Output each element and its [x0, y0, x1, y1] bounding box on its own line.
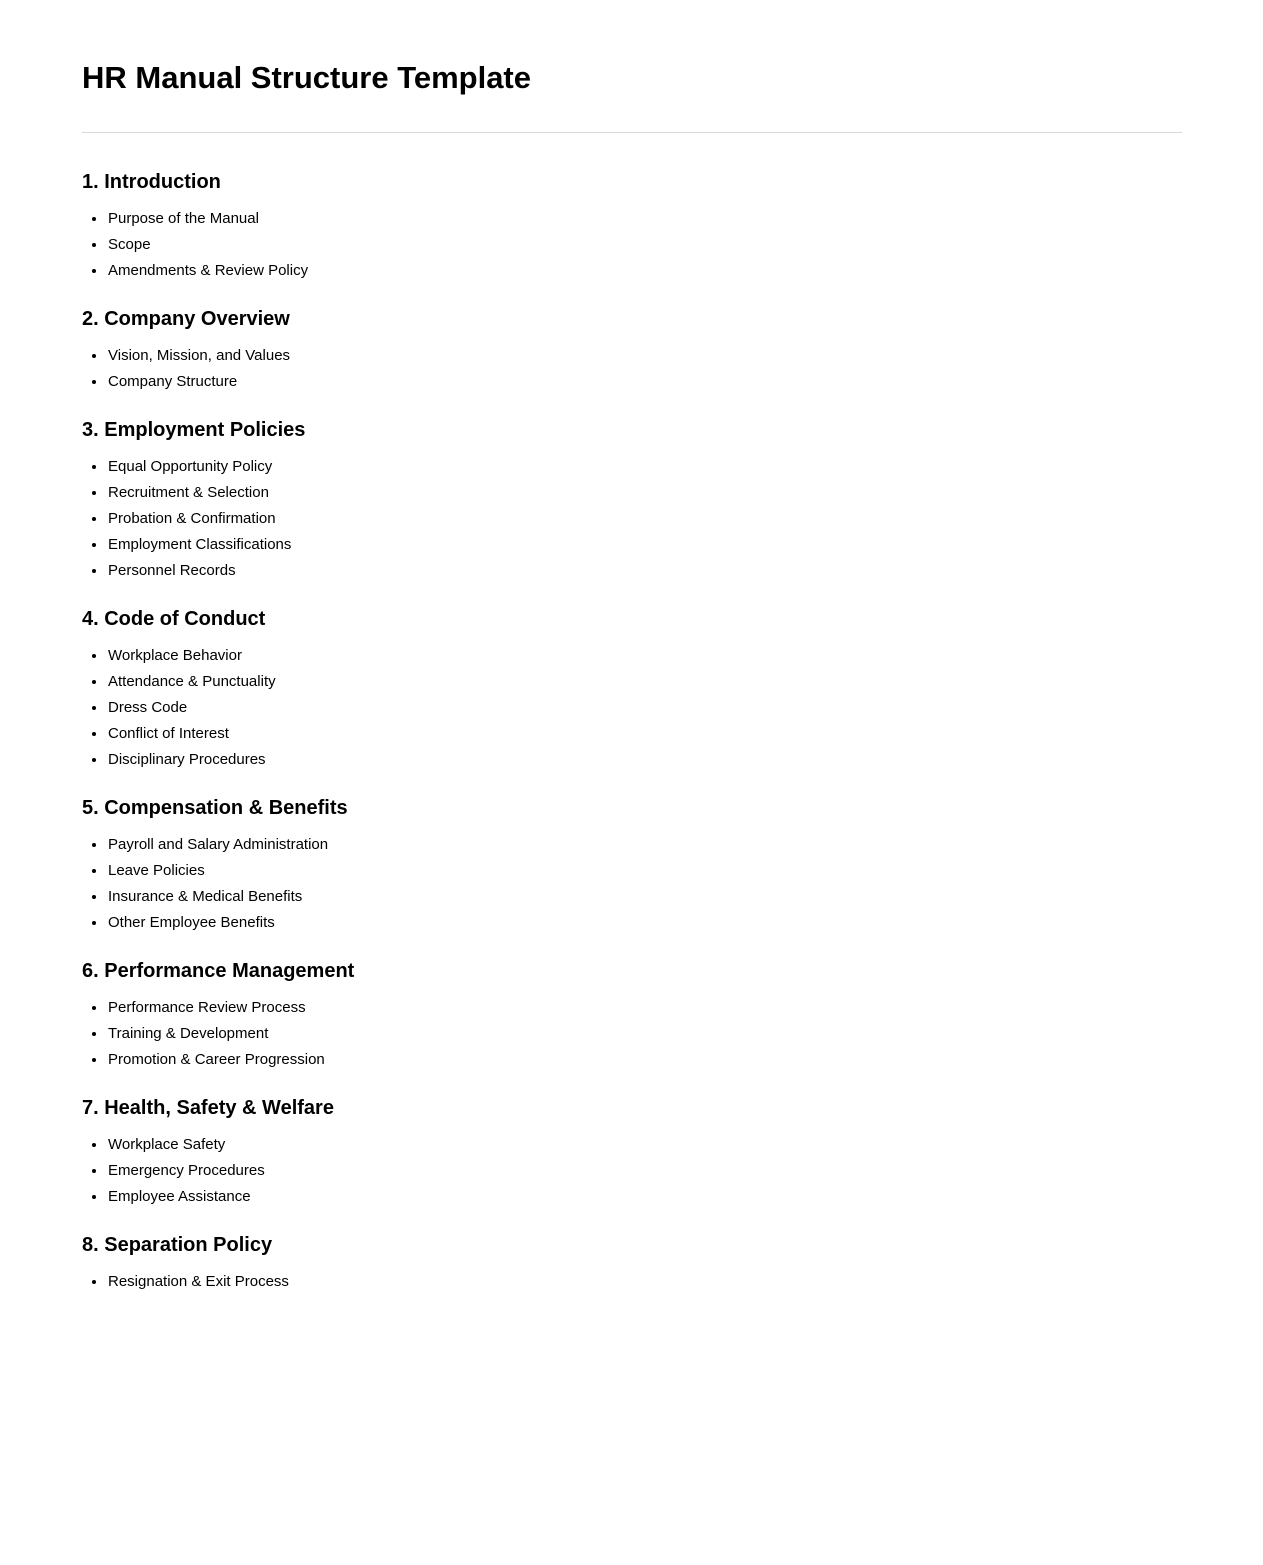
manual-section: [82, 171, 1182, 284]
list-item: • Emergency Procedures: [107, 1158, 1182, 1184]
manual-section: [82, 608, 1182, 773]
list-item: • Purpose of the Manual: [107, 206, 1182, 232]
section-item-list: [82, 1269, 1182, 1295]
list-item: • Employment Classifications: [107, 532, 1182, 558]
list-item: • Resignation & Exit Process: [107, 1269, 1182, 1295]
section-item-list: [82, 343, 1182, 395]
list-item: • Employee Assistance: [107, 1184, 1182, 1210]
list-item: • Performance Review Process: [107, 995, 1182, 1021]
list-item: • Disciplinary Procedures: [107, 747, 1182, 773]
list-item: • Training & Development: [107, 1021, 1182, 1047]
list-item: • Scope: [107, 232, 1182, 258]
section-item-list: [82, 206, 1182, 284]
list-item: • Insurance & Medical Benefits: [107, 884, 1182, 910]
list-item: • Conflict of Interest: [107, 721, 1182, 747]
section-item-list: [82, 832, 1182, 936]
list-item: • Amendments & Review Policy: [107, 258, 1182, 284]
section-item-list: [82, 643, 1182, 773]
section-item-list: [82, 995, 1182, 1073]
list-item: • Dress Code: [107, 695, 1182, 721]
section-heading: 4. Code of Conduct: [82, 608, 266, 630]
list-item: • Personnel Records: [107, 558, 1182, 584]
list-item: • Equal Opportunity Policy: [107, 454, 1182, 480]
section-heading: 2. Company Overview: [82, 308, 290, 330]
section-heading: 5. Compensation & Benefits: [82, 797, 348, 819]
list-item: • Probation & Confirmation: [107, 506, 1182, 532]
list-item: • Payroll and Salary Administration: [107, 832, 1182, 858]
list-item: • Vision, Mission, and Values: [107, 343, 1182, 369]
section-item-list: [82, 1132, 1182, 1210]
section-heading: 3. Employment Policies: [82, 419, 306, 441]
section-item-list: [82, 454, 1182, 584]
manual-section: [82, 1234, 1182, 1295]
list-item: • Workplace Behavior: [107, 643, 1182, 669]
manual-section: [82, 419, 1182, 584]
section-heading: 8. Separation Policy: [82, 1234, 273, 1256]
list-item: • Company Structure: [107, 369, 1182, 395]
document-body: [82, 171, 1182, 1295]
manual-section: [82, 960, 1182, 1073]
manual-section: [82, 308, 1182, 395]
list-item: • Other Employee Benefits: [107, 910, 1182, 936]
list-item: • Promotion & Career Progression: [107, 1047, 1182, 1073]
manual-section: [82, 797, 1182, 936]
section-heading: 6. Performance Management: [82, 960, 355, 982]
section-heading: 7. Health, Safety & Welfare: [82, 1097, 334, 1119]
list-item: • Workplace Safety: [107, 1132, 1182, 1158]
section-heading: 1. Introduction: [82, 171, 221, 193]
manual-section: [82, 1097, 1182, 1210]
list-item: • Leave Policies: [107, 858, 1182, 884]
title-divider: [82, 132, 1182, 133]
list-item: • Attendance & Punctuality: [107, 669, 1182, 695]
list-item: • Recruitment & Selection: [107, 480, 1182, 506]
page-title: HR Manual Structure Template: [82, 60, 532, 95]
